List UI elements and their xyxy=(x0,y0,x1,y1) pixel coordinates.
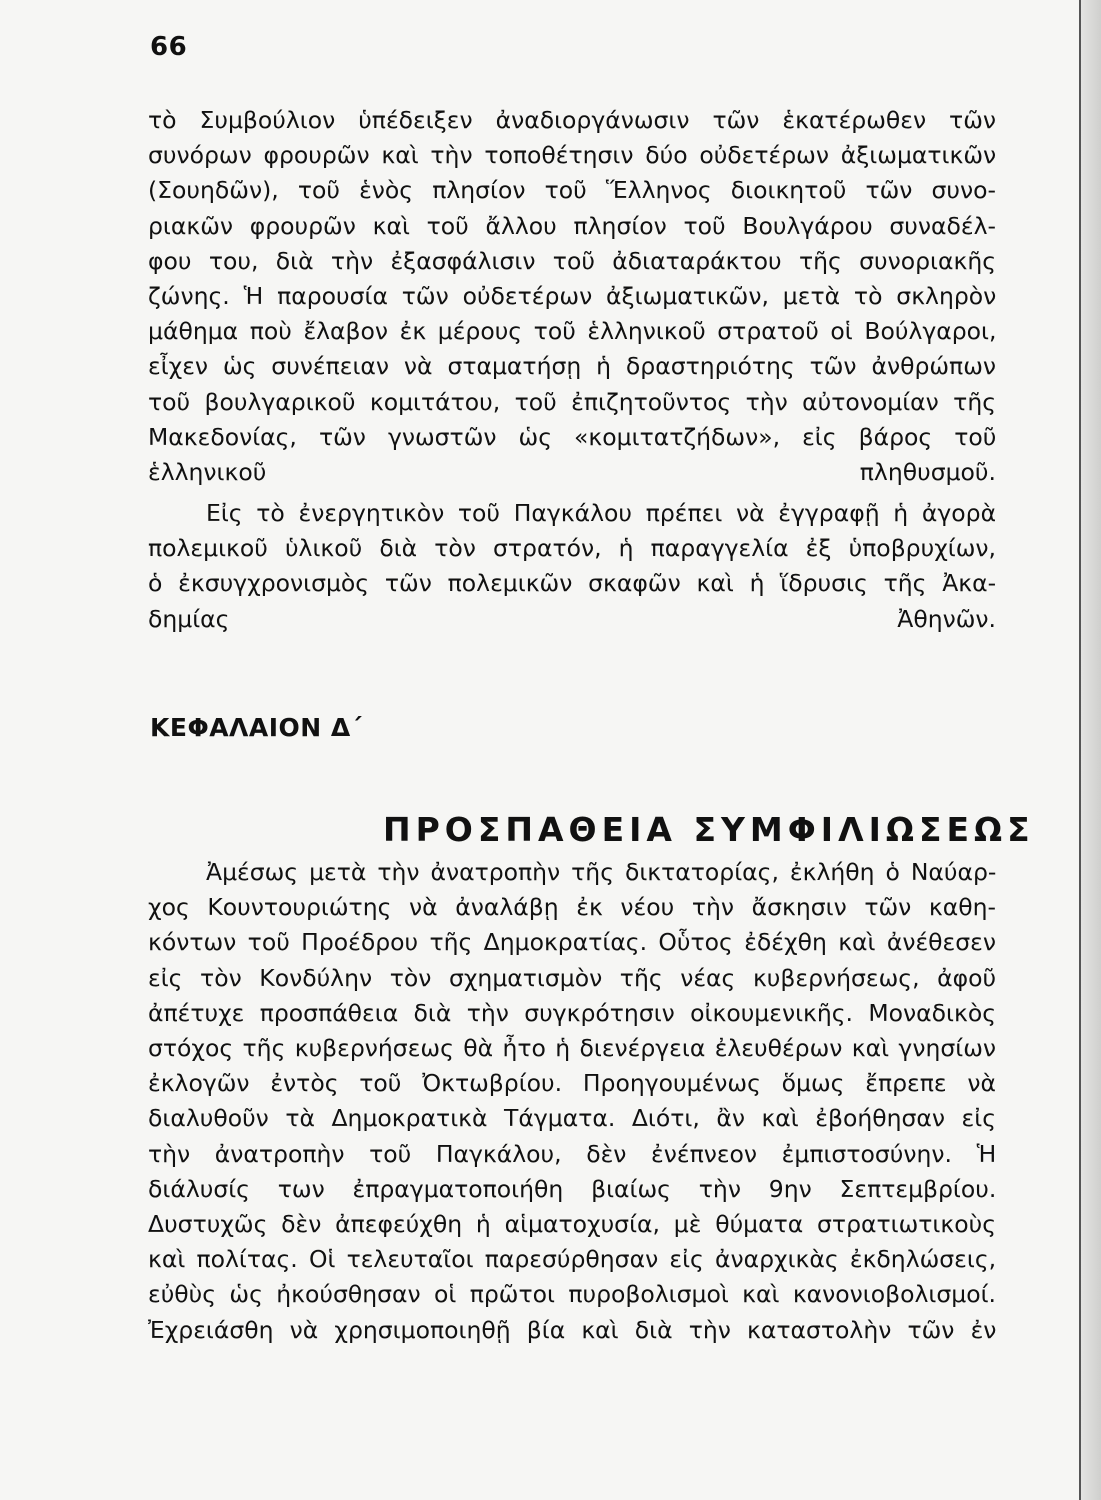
text-line: Ἐχρειάσθη νὰ χρησιμοποιηθῇ βία καὶ διὰ τὴν καταστολὴν τῶν ἐν xyxy=(148,1315,997,1344)
text-line: τὸ Συμβούλιον ὑπέδειξεν ἀναδιοργάνωσιν τῶν ἑκατέρωθεν τῶν xyxy=(148,106,997,134)
text-line-last: ἑλληνικοῦ πληθυσμοῦ. xyxy=(148,458,996,487)
text-line: εἰς τὸν Κονδύλην τὸν σχηματισμὸν τῆς νέας κυβερνήσεως, ἀφοῦ xyxy=(148,963,997,992)
text-line-last: δημίας Ἀθηνῶν. xyxy=(148,604,996,633)
text-line: κόντων τοῦ Προέδρου τῆς Δημοκρατίας. Οὗτος ἐδέχθη καὶ ἀνέθεσεν xyxy=(148,928,996,957)
chapter-label: ΚΕΦΑΛΑΙΟΝ Δ΄ xyxy=(150,713,363,742)
text-line: ὁ ἐκσυγχρονισμὸς τῶν πολεμικῶν σκαφῶν καὶ ἡ ἵδρυσις τῆς Ἀκα- xyxy=(148,569,997,598)
text-line: Δυστυχῶς δὲν ἀπεφεύχθη ἡ αἱματοχυσία, μὲ θύματα στρατιωτικοὺς xyxy=(148,1210,996,1239)
text-line: τοῦ βουλγαρικοῦ κομιτάτου, τοῦ ἐπιζητοῦντος τὴν αὐτονομίαν τῆς xyxy=(148,387,996,416)
text-line: φου του, διὰ τὴν ἐξασφάλισιν τοῦ ἀδιαταράκτου τῆς συνοριακῆς xyxy=(148,246,997,275)
text-line: ζώνης. Ἡ παρουσία τῶν οὐδετέρων ἀξιωματικῶν, μετὰ τὸ σκληρὸν xyxy=(148,282,997,311)
page-edge-shadow xyxy=(1079,0,1101,1500)
text-line: καὶ πολίτας. Οἱ τελευταῖοι παρεσύρθησαν εἰς ἀναρχικὰς ἐκδηλώσεις, xyxy=(148,1245,997,1274)
text-line: (Σουηδῶν), τοῦ ἑνὸς πλησίον τοῦ Ἕλληνος διοικητοῦ τῶν συνο- xyxy=(148,176,996,205)
paragraph-3 xyxy=(148,855,996,1348)
text-line: Μακεδονίας, τῶν γνωστῶν ὡς «κομιτατζήδων», εἰς βάρος τοῦ xyxy=(148,422,997,451)
text-line: στόχος τῆς κυβερνήσεως θὰ ἦτο ἡ διενέργεια ἐλευθέρων καὶ γνησίων xyxy=(148,1034,996,1063)
text-line: εἶχεν ὡς συνέπειαν νὰ σταματήσῃ ἡ δραστηριότης τῶν ἀνθρώπων xyxy=(148,352,996,381)
text-line: συνόρων φρουρῶν καὶ τὴν τοποθέτησιν δύο οὐδετέρων ἀξιωματικῶν xyxy=(148,141,997,170)
text-line: ριακῶν φρουρῶν καὶ τοῦ ἄλλου πλησίον τοῦ Βουλγάρου συναδέλ- xyxy=(148,211,996,240)
paragraph-2 xyxy=(148,496,996,637)
text-line: διάλυσίς των ἐπραγματοποιήθη βιαίως τὴν 9ην Σεπτεμβρίου. xyxy=(148,1174,997,1203)
text-line: τὴν ἀνατροπὴν τοῦ Παγκάλου, δὲν ἐνέπνεον ἐμπιστοσύνην. Ἡ xyxy=(148,1139,997,1168)
text-line: πολεμικοῦ ὑλικοῦ διὰ τὸν στρατόν, ἡ παραγγελία ἐξ ὑποβρυχίων, xyxy=(148,534,997,563)
text-line: διαλυθοῦν τὰ Δημοκρατικὰ Τάγματα. Διότι, ἂν καὶ ἐβοήθησαν εἰς xyxy=(148,1104,996,1133)
text-line: ἐκλογῶν ἐντὸς τοῦ Ὀκτωβρίου. Προηγουμένως ὅμως ἔπρεπε νὰ xyxy=(148,1069,996,1098)
page-number: 66 xyxy=(150,32,188,62)
page-edge-line xyxy=(1079,0,1081,1500)
text-line: μάθημα ποὺ ἔλαβον ἐκ μέρους τοῦ ἑλληνικοῦ στρατοῦ οἱ Βούλγαροι, xyxy=(148,317,997,346)
text-line: ἀπέτυχε προσπάθεια διὰ τὴν συγκρότησιν οἰκουμενικῆς. Μοναδικὸς xyxy=(148,998,996,1027)
text-line-indented: Εἰς τὸ ἐνεργητικὸν τοῦ Παγκάλου πρέπει νὰ ἐγγραφῇ ἡ ἀγορὰ xyxy=(206,499,997,527)
chapter-title: ΠΡΟΣΠΑΘΕΙΑ ΣΥΜΦΙΛΙΩΣΕΩΣ xyxy=(383,810,1035,849)
text-line-indented: Ἀμέσως μετὰ τὴν ἀνατροπὴν τῆς δικτατορίας, ἐκλήθη ὁ Ναύαρ- xyxy=(206,858,997,886)
paragraph-1 xyxy=(148,103,996,490)
text-line: εὐθὺς ὡς ἠκούσθησαν οἱ πρῶτοι πυροβολισμοὶ καὶ κανονιοβολισμοί. xyxy=(148,1280,996,1309)
text-line: χος Κουντουριώτης νὰ ἀναλάβῃ ἐκ νέου τὴν ἄσκησιν τῶν καθη- xyxy=(148,893,996,922)
